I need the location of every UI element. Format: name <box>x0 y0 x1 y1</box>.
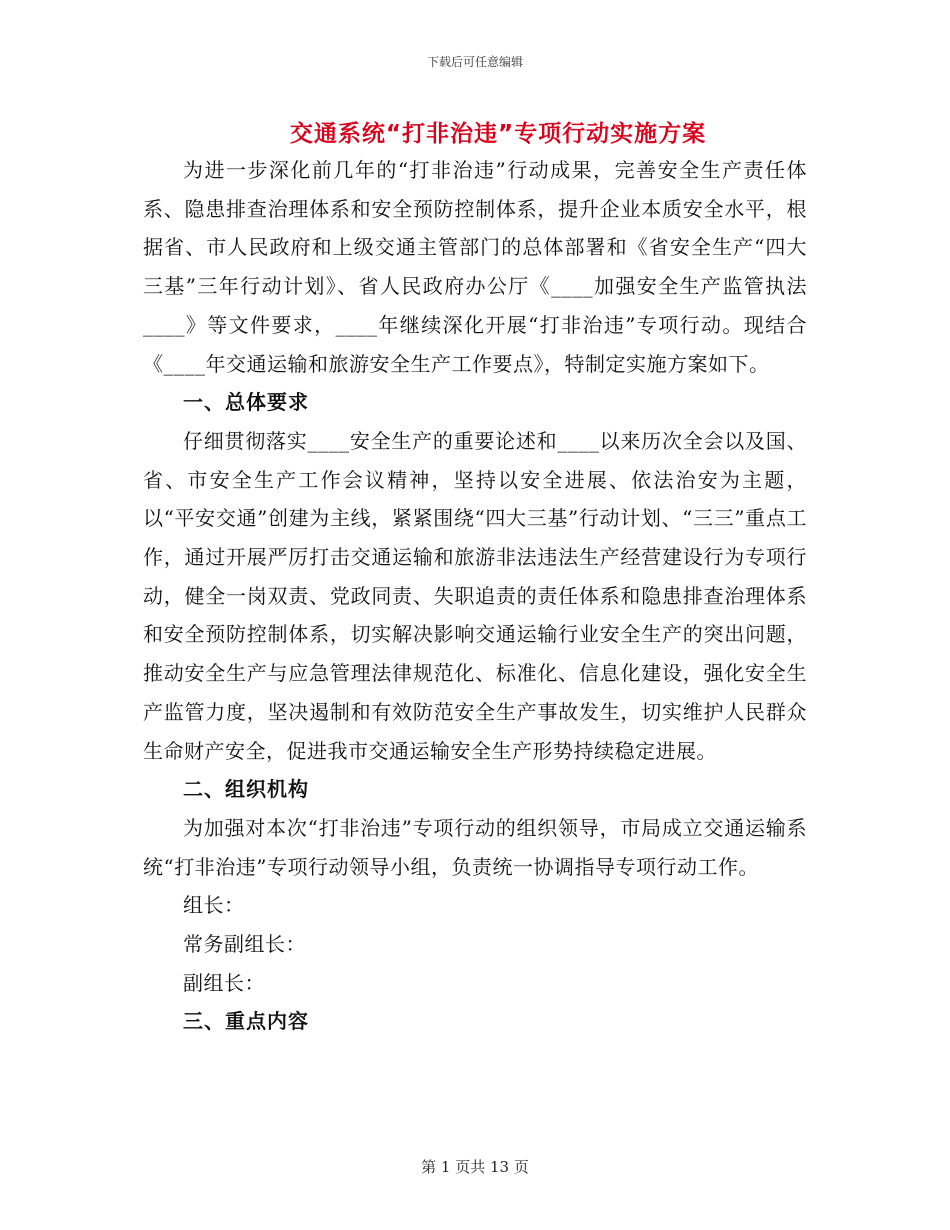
header-note: 下载后可任意编辑 <box>426 55 523 69</box>
document-body <box>143 151 807 1041</box>
section-heading-key-content: 三、重点内容 <box>183 1009 309 1034</box>
section-body-organization: 为加强对本次“打非治违”专项行动的组织领导，市局成立交通运输系统“打非治违”专项行动领导小组，负责统一协调指导专项行动工作。 <box>143 815 807 879</box>
executive-deputy-leader-line: 常务副组长： <box>183 932 306 957</box>
intro-paragraph: 为进一步深化前几年的“打非治违”行动成果，完善安全生产责任体系、隐患排查治理体系和安全预防控制体系，提升企业本质安全水平，根据省、市人民政府和上级交通主管部门的总体部署和《省安全生产“四大三基”三年行动计划》、省人民政府办公厅《____加强安全生产监管执法____》等文件要求，____年继续深化开展“打非治违”专项行动。现结合《____年交通运输和旅游安全生产工作要点》，特制定实施方案如下。 <box>143 158 807 376</box>
section-heading-general-requirements: 一、总体要求 <box>183 390 309 415</box>
deputy-leader-line: 副组长： <box>183 970 265 995</box>
page-footer: 第 1 页共 13 页 <box>421 1158 529 1176</box>
section-body-general-requirements: 仔细贯彻落实____安全生产的重要论述和____以来历次全会以及国、省、市安全生产工作会议精神，坚持以安全进展、依法治安为主题，以“平安交通”创建为主线，紧紧围绕“四大三基”行动计划、“三三”重点工作，通过开展严厉打击交通运输和旅游非法违法生产经营建设行为专项行动，健全一岗双责、党政同责、失职追责的责任体系和隐患排查治理体系和安全预防控制体系，切实解决影响交通运输行业安全生产的突出问题，推动安全生产与应急管理法律规范化、标准化、信息化建设，强化安全生产监管力度，坚决遏制和有效防范安全生产事故发生，切实维护人民群众生命财产安全，促进我市交通运输安全生产形势持续稳定进展。 <box>143 428 807 763</box>
document-title: 交通系统“打非治违”专项行动实施方案 <box>289 121 707 147</box>
leader-line: 组长： <box>183 893 245 918</box>
section-heading-organization: 二、组织机构 <box>183 777 309 802</box>
